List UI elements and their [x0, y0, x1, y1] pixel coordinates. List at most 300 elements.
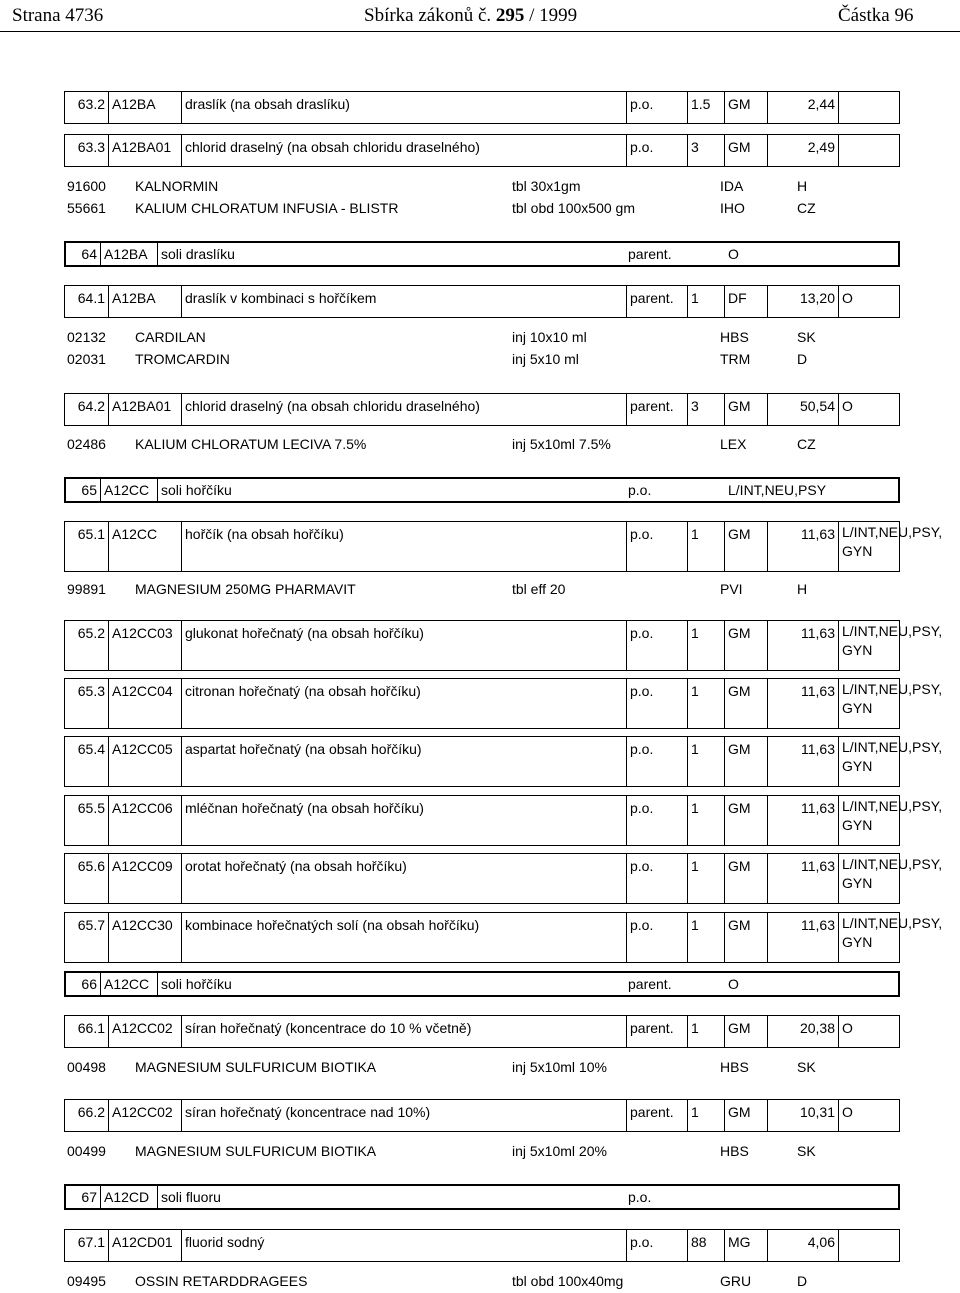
route [626, 286, 687, 317]
group-indication-code-text: L/INT,NEU,PSY [728, 482, 827, 498]
indication-code-text: O [842, 1104, 853, 1120]
product-form: inj 5x10ml 7.5% [512, 436, 611, 452]
product-row [0, 1059, 960, 1079]
product-code: 91600 [67, 178, 106, 194]
dose-unit-text: GM [728, 625, 751, 641]
dose-unit [724, 621, 767, 670]
collection-number: 295 [495, 5, 525, 26]
product-row [0, 436, 960, 456]
indication-code [838, 854, 943, 903]
indication-code-text: O [842, 290, 853, 306]
product-form: tbl obd 100x500 gm [512, 200, 635, 216]
substance-number-text: 67.1 [77, 1234, 105, 1250]
group-name-text: soli draslíku [161, 246, 235, 262]
substance-name-text: aspartat hořečnatý (na obsah hořčíku) [185, 741, 422, 757]
product-name: KALIUM CHLORATUM INFUSIA - BLISTR [135, 200, 399, 216]
group-row [64, 241, 900, 267]
substance-row [64, 91, 900, 124]
group-route-text: parent. [628, 976, 672, 992]
substance-number-text: 63.3 [77, 139, 105, 155]
atc-code [108, 135, 181, 166]
indication-code [838, 621, 943, 670]
dose-unit-text: GM [728, 526, 751, 542]
group-indication-code [725, 973, 900, 995]
product-country: D [797, 351, 808, 367]
group-atc-code-text: A12CD [104, 1189, 150, 1205]
substance-row [64, 134, 900, 167]
atc-code-text: A12BA [112, 96, 156, 112]
route [626, 1100, 687, 1131]
dose-text: 88 [691, 1234, 707, 1250]
product-row [0, 581, 960, 601]
substance-number-text: 63.2 [77, 96, 105, 112]
dose [687, 92, 724, 123]
substance-name [181, 394, 626, 425]
price [767, 286, 838, 317]
route [626, 135, 687, 166]
product-name: CARDILAN [135, 329, 206, 345]
price [767, 913, 838, 962]
substance-name-text: glukonat hořečnatý (na obsah hořčíku) [185, 625, 424, 641]
price [767, 522, 838, 571]
group-name [157, 1186, 625, 1208]
indication-code-line2: GYN [842, 642, 873, 658]
substance-number-text: 66.2 [77, 1104, 105, 1120]
route [626, 92, 687, 123]
price [767, 135, 838, 166]
group-atc-code [100, 973, 157, 995]
group-number-text: 67 [81, 1189, 97, 1205]
price-text: 11,63 [801, 800, 835, 816]
price [767, 1016, 838, 1047]
substance-row [64, 620, 943, 671]
route-text: p.o. [630, 858, 654, 874]
dose-unit-text: GM [728, 139, 751, 155]
product-country: CZ [797, 200, 816, 216]
substance-row [64, 1015, 900, 1048]
route [626, 522, 687, 571]
substance-number [65, 135, 108, 166]
substance-row [64, 285, 900, 318]
group-route-text: parent. [628, 246, 672, 262]
group-route-text: p.o. [628, 482, 652, 498]
dose-unit-text: GM [728, 858, 751, 874]
route [626, 854, 687, 903]
substance-name [181, 737, 626, 786]
atc-code-text: A12CC [112, 526, 158, 542]
group-indication-code [725, 479, 900, 501]
dose [687, 737, 724, 786]
indication-code-text: L/INT,NEU,PSY, [842, 623, 943, 639]
group-atc-code [100, 1186, 157, 1208]
dose-text: 1 [691, 1020, 699, 1036]
route-text: parent. [630, 1104, 674, 1120]
price [767, 394, 838, 425]
dose-text: 1 [691, 741, 699, 757]
substance-number [65, 913, 108, 962]
product-code: 99891 [67, 581, 106, 597]
substance-row [64, 795, 943, 846]
substance-name [181, 913, 626, 962]
substance-number [65, 854, 108, 903]
group-row [64, 971, 900, 997]
substance-number-text: 65.6 [77, 858, 105, 874]
dose-unit [724, 796, 767, 845]
indication-code [838, 394, 901, 425]
price-text: 11,63 [801, 526, 835, 542]
substance-row [64, 853, 943, 904]
route-text: p.o. [630, 1234, 654, 1250]
dose-unit [724, 854, 767, 903]
substance-number [65, 796, 108, 845]
price-text: 11,63 [801, 683, 835, 699]
route-text: p.o. [630, 96, 654, 112]
product-form: inj 5x10ml 20% [512, 1143, 607, 1159]
atc-code [108, 737, 181, 786]
substance-name [181, 286, 626, 317]
atc-code [108, 621, 181, 670]
price-text: 13,20 [799, 290, 835, 306]
substance-name-text: síran hořečnatý (koncentrace do 10 % včetně) [185, 1020, 472, 1036]
route-text: p.o. [630, 625, 654, 641]
dose-text: 1 [691, 1104, 699, 1120]
price [767, 679, 838, 728]
product-code: 02132 [67, 329, 106, 345]
dose-unit-text: GM [728, 398, 751, 414]
substance-name-text: draslík (na obsah draslíku) [185, 96, 350, 112]
group-number [66, 1186, 100, 1208]
route-text: p.o. [630, 526, 654, 542]
indication-code-line2: GYN [842, 934, 873, 950]
collection-year: / 1999 [529, 5, 578, 26]
atc-code [108, 394, 181, 425]
group-number-text: 66 [81, 976, 97, 992]
atc-code-text: A12BA [112, 290, 156, 306]
indication-code [838, 1100, 901, 1131]
dose-unit [724, 1230, 767, 1261]
product-country: CZ [797, 436, 816, 452]
price-text: 2,49 [807, 139, 835, 155]
route-text: p.o. [630, 800, 654, 816]
indication-code [838, 135, 901, 166]
dose-text: 3 [691, 139, 699, 155]
atc-code-text: A12BA01 [112, 139, 172, 155]
dose-text: 1.5 [691, 96, 711, 112]
route [626, 796, 687, 845]
substance-number [65, 394, 108, 425]
substance-row [64, 1099, 900, 1132]
dose-text: 1 [691, 917, 699, 933]
product-holder: IHO [720, 200, 745, 216]
collection-title [364, 4, 577, 28]
atc-code [108, 854, 181, 903]
group-row [64, 477, 900, 503]
indication-code [838, 286, 901, 317]
substance-name-text: síran hořečnatý (koncentrace nad 10%) [185, 1104, 431, 1120]
product-name: KALIUM CHLORATUM LECIVA 7.5% [135, 436, 367, 452]
group-number-text: 65 [81, 482, 97, 498]
collection-title-prefix: Sbírka zákonů č. [364, 5, 492, 26]
substance-number-text: 65.1 [77, 526, 105, 542]
product-country: H [797, 581, 808, 597]
route [626, 679, 687, 728]
product-row [0, 178, 960, 198]
product-name: OSSIN RETARDDRAGEES [135, 1273, 308, 1289]
group-atc-code [100, 243, 157, 265]
substance-number [65, 1016, 108, 1047]
substance-name-text: chlorid draselný (na obsah chloridu draselného) [185, 398, 480, 414]
price-text: 50,54 [799, 398, 835, 414]
group-route [625, 1186, 725, 1208]
page-number: Strana 4736 [12, 5, 104, 26]
dose-text: 1 [691, 290, 699, 306]
route [626, 913, 687, 962]
indication-code-line2: GYN [842, 543, 873, 559]
substance-name [181, 522, 626, 571]
dose-unit-text: GM [728, 1104, 751, 1120]
group-name [157, 973, 625, 995]
atc-code-text: A12BA01 [112, 398, 172, 414]
atc-code-text: A12CC30 [112, 917, 173, 933]
substance-row [64, 1229, 900, 1262]
indication-code [838, 1230, 901, 1261]
product-country: D [797, 1273, 808, 1289]
group-name-text: soli fluoru [161, 1189, 221, 1205]
product-code: 00499 [67, 1143, 106, 1159]
substance-number [65, 1230, 108, 1261]
price [767, 737, 838, 786]
product-code: 55661 [67, 200, 106, 216]
substance-name-text: orotat hořečnatý (na obsah hořčíku) [185, 858, 407, 874]
indication-code [838, 522, 943, 571]
dose-unit-text: GM [728, 800, 751, 816]
product-holder: IDA [720, 178, 744, 194]
product-code: 09495 [67, 1273, 106, 1289]
route-text: parent. [630, 290, 674, 306]
product-country: SK [797, 1059, 816, 1075]
dose-unit [724, 522, 767, 571]
route [626, 1016, 687, 1047]
price-text: 11,63 [801, 741, 835, 757]
substance-name [181, 796, 626, 845]
substance-name [181, 854, 626, 903]
product-code: 02486 [67, 436, 106, 452]
indication-code-text: L/INT,NEU,PSY, [842, 739, 943, 755]
product-holder: HBS [720, 329, 749, 345]
price [767, 854, 838, 903]
dose-text: 3 [691, 398, 699, 414]
atc-code-text: A12CC05 [112, 741, 173, 757]
product-name: MAGNESIUM 250MG PHARMAVIT [135, 581, 356, 597]
substance-number-text: 65.7 [77, 917, 105, 933]
dose-text: 1 [691, 800, 699, 816]
price-text: 11,63 [801, 917, 835, 933]
route-text: p.o. [630, 917, 654, 933]
substance-name [181, 1016, 626, 1047]
atc-code [108, 286, 181, 317]
group-atc-code [100, 479, 157, 501]
part-number: Částka 96 [838, 5, 914, 26]
indication-code [838, 1016, 901, 1047]
indication-code-line2: GYN [842, 758, 873, 774]
substance-name-text: citronan hořečnatý (na obsah hořčíku) [185, 683, 421, 699]
dose-unit [724, 737, 767, 786]
product-code: 00498 [67, 1059, 106, 1075]
product-code: 02031 [67, 351, 106, 367]
dose-unit [724, 913, 767, 962]
dose-unit [724, 1016, 767, 1047]
group-indication-code [725, 1186, 900, 1208]
group-name-text: soli hořčíku [161, 976, 232, 992]
dose-text: 1 [691, 683, 699, 699]
dose-unit [724, 135, 767, 166]
dose-unit-text: GM [728, 96, 751, 112]
substance-number [65, 679, 108, 728]
dose-unit-text: GM [728, 683, 751, 699]
dose-unit [724, 394, 767, 425]
group-row [64, 1184, 900, 1210]
substance-number [65, 286, 108, 317]
group-indication-code-text: O [728, 976, 739, 992]
indication-code-line2: GYN [842, 700, 873, 716]
atc-code-text: A12CD01 [112, 1234, 173, 1250]
substance-name-text: chlorid draselný (na obsah chloridu draselného) [185, 139, 480, 155]
dose [687, 913, 724, 962]
product-country: SK [797, 329, 816, 345]
price-text: 10,31 [799, 1104, 835, 1120]
dose-text: 1 [691, 625, 699, 641]
group-number-text: 64 [81, 246, 97, 262]
atc-code [108, 796, 181, 845]
substance-row [64, 736, 943, 787]
indication-code-text: L/INT,NEU,PSY, [842, 524, 943, 540]
dose [687, 1016, 724, 1047]
dose [687, 621, 724, 670]
product-holder: PVI [720, 581, 743, 597]
product-form: tbl eff 20 [512, 581, 566, 597]
product-row [0, 1273, 960, 1293]
indication-code-text: L/INT,NEU,PSY, [842, 915, 943, 931]
indication-code-text: L/INT,NEU,PSY, [842, 681, 943, 697]
route [626, 394, 687, 425]
group-number [66, 243, 100, 265]
group-route [625, 243, 725, 265]
substance-row [64, 393, 900, 426]
atc-code [108, 1016, 181, 1047]
substance-number [65, 92, 108, 123]
route-text: p.o. [630, 139, 654, 155]
product-name: MAGNESIUM SULFURICUM BIOTIKA [135, 1059, 377, 1075]
product-form: tbl obd 100x40mg [512, 1273, 624, 1289]
dose-unit-text: DF [728, 290, 747, 306]
price-text: 11,63 [801, 858, 835, 874]
substance-name [181, 679, 626, 728]
substance-number [65, 522, 108, 571]
product-holder: GRU [720, 1273, 752, 1289]
atc-code-text: A12CC02 [112, 1020, 173, 1036]
atc-code-text: A12CC06 [112, 800, 173, 816]
group-route [625, 973, 725, 995]
route [626, 621, 687, 670]
dose-unit-text: GM [728, 917, 751, 933]
price-text: 4,06 [807, 1234, 835, 1250]
substance-name [181, 135, 626, 166]
dose [687, 522, 724, 571]
substance-number [65, 1100, 108, 1131]
dose [687, 1230, 724, 1261]
group-route [625, 479, 725, 501]
atc-code [108, 679, 181, 728]
route-text: p.o. [630, 741, 654, 757]
dose-unit-text: MG [728, 1234, 751, 1250]
dose-unit-text: GM [728, 741, 751, 757]
product-name: MAGNESIUM SULFURICUM BIOTIKA [135, 1143, 377, 1159]
dose [687, 796, 724, 845]
dose [687, 1100, 724, 1131]
group-route-text: p.o. [628, 1189, 652, 1205]
substance-name-text: fluorid sodný [185, 1234, 265, 1250]
dose-unit [724, 92, 767, 123]
atc-code-text: A12CC09 [112, 858, 173, 874]
dose [687, 135, 724, 166]
route-text: parent. [630, 1020, 674, 1036]
product-row [0, 1143, 960, 1163]
indication-code-line2: GYN [842, 875, 873, 891]
product-holder: LEX [720, 436, 747, 452]
substance-number-text: 65.3 [77, 683, 105, 699]
dose-text: 1 [691, 858, 699, 874]
dose-unit [724, 1100, 767, 1131]
substance-row [64, 521, 943, 572]
header-rule [0, 31, 960, 32]
product-form: inj 10x10 ml [512, 329, 587, 345]
substance-number [65, 621, 108, 670]
substance-name [181, 1230, 626, 1261]
atc-code [108, 522, 181, 571]
route [626, 737, 687, 786]
substance-row [64, 678, 943, 729]
group-indication-code [725, 243, 900, 265]
indication-code [838, 679, 943, 728]
atc-code [108, 913, 181, 962]
substance-name [181, 621, 626, 670]
atc-code [108, 1100, 181, 1131]
group-number [66, 479, 100, 501]
substance-number-text: 65.2 [77, 625, 105, 641]
indication-code-text: L/INT,NEU,PSY, [842, 856, 943, 872]
substance-number-text: 65.5 [77, 800, 105, 816]
substance-number-text: 66.1 [77, 1020, 105, 1036]
dose [687, 394, 724, 425]
group-atc-code-text: A12BA [104, 246, 148, 262]
price-text: 20,38 [799, 1020, 835, 1036]
group-indication-code-text: O [728, 246, 739, 262]
substance-row [64, 912, 943, 963]
dose-unit [724, 286, 767, 317]
product-country: SK [797, 1143, 816, 1159]
substance-name-text: draslík v kombinaci s hořčíkem [185, 290, 377, 306]
product-form: tbl 30x1gm [512, 178, 581, 194]
substance-name [181, 1100, 626, 1131]
indication-code-line2: GYN [842, 817, 873, 833]
group-name [157, 243, 625, 265]
route-text: p.o. [630, 683, 654, 699]
dose [687, 854, 724, 903]
product-holder: HBS [720, 1143, 749, 1159]
substance-name [181, 92, 626, 123]
route [626, 1230, 687, 1261]
dose-unit [724, 679, 767, 728]
